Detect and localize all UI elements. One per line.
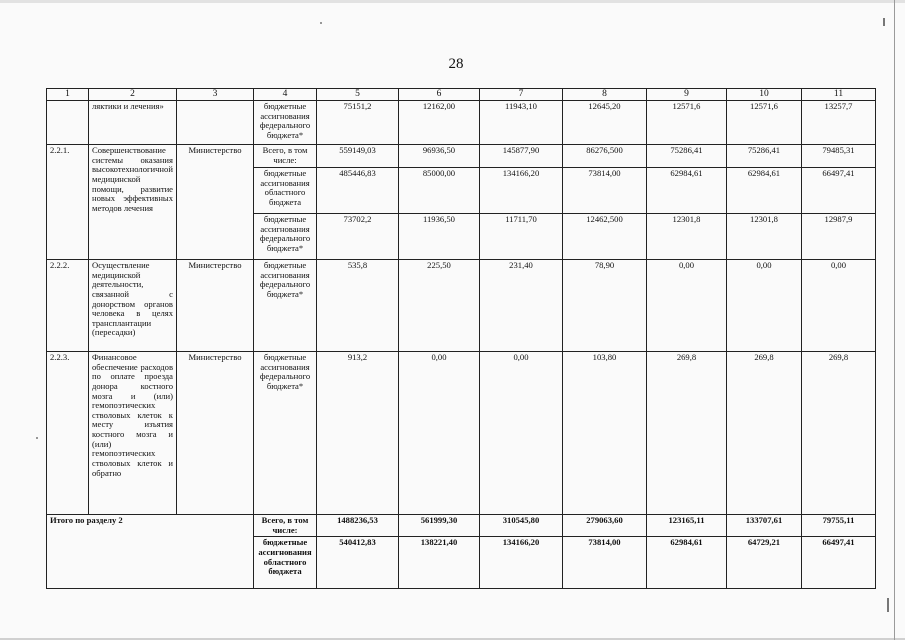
value-cell: 145877,90: [480, 145, 563, 168]
value-cell: 62984,61: [647, 537, 727, 589]
row-name: Осуществление медицинской деятельности, связанной с донорством органов человека в целях трансплантации (пересадки): [89, 260, 177, 352]
value-cell: 0,00: [727, 260, 802, 352]
funding-source: бюджетные ассигнования федерального бюджета*: [254, 214, 317, 260]
value-cell: 225,50: [399, 260, 480, 352]
value-cell: 103,80: [563, 352, 647, 515]
value-cell: 12162,00: [399, 101, 480, 145]
value-cell: 485446,83: [317, 168, 399, 214]
value-cell: 134166,20: [480, 537, 563, 589]
value-cell: 1488236,53: [317, 515, 399, 537]
total-label: Итого по разделу 2: [47, 515, 254, 589]
value-cell: 13257,7: [802, 101, 876, 145]
column-number: 8: [563, 89, 647, 101]
value-cell: 12571,6: [727, 101, 802, 145]
scan-edge-right: [894, 0, 895, 640]
column-number: 3: [177, 89, 254, 101]
column-number: 10: [727, 89, 802, 101]
page-number: 28: [448, 56, 464, 72]
value-cell: 73814,00: [563, 537, 647, 589]
value-cell: 64729,21: [727, 537, 802, 589]
value-cell: 75286,41: [727, 145, 802, 168]
column-number: 7: [480, 89, 563, 101]
value-cell: 0,00: [647, 260, 727, 352]
value-cell: 279063,60: [563, 515, 647, 537]
column-number: 4: [254, 89, 317, 101]
row-code: [47, 101, 89, 145]
value-cell: 11936,50: [399, 214, 480, 260]
value-cell: 73814,00: [563, 168, 647, 214]
scan-speck: [883, 18, 885, 26]
value-cell: 12462,500: [563, 214, 647, 260]
value-cell: 96936,50: [399, 145, 480, 168]
value-cell: 12645,20: [563, 101, 647, 145]
row-code: 2.2.1.: [47, 145, 89, 260]
value-cell: 540412,83: [317, 537, 399, 589]
value-cell: 12301,8: [727, 214, 802, 260]
value-cell: 86276,500: [563, 145, 647, 168]
total-row: [47, 515, 876, 537]
value-cell: 913,2: [317, 352, 399, 515]
value-cell: 11943,10: [480, 101, 563, 145]
value-cell: 269,8: [802, 352, 876, 515]
value-cell: 11711,70: [480, 214, 563, 260]
column-number: 6: [399, 89, 480, 101]
value-cell: 78,90: [563, 260, 647, 352]
value-cell: 62984,61: [647, 168, 727, 214]
row-code: 2.2.2.: [47, 260, 89, 352]
value-cell: 123165,11: [647, 515, 727, 537]
scan-speck: [887, 598, 889, 612]
value-cell: 66497,41: [802, 537, 876, 589]
column-number-row: [47, 89, 876, 101]
value-cell: 12571,6: [647, 101, 727, 145]
table-row: [47, 101, 876, 145]
column-number: 1: [47, 89, 89, 101]
table-row: [47, 145, 876, 168]
row-name: Финансовое обеспечение расходов по оплате проезда донора костного мозга и (или) гемопоэтических стволовых клеток к месту изъятия костного мозга и (или) гемопоэтических стволовых клеток и обратно: [89, 352, 177, 515]
value-cell: 559149,03: [317, 145, 399, 168]
value-cell: 75151,2: [317, 101, 399, 145]
funding-source: бюджетные ассигнования федерального бюджета*: [254, 352, 317, 515]
value-cell: 134166,20: [480, 168, 563, 214]
funding-source: бюджетные ассигнования областного бюджета: [254, 168, 317, 214]
column-number: 9: [647, 89, 727, 101]
row-executor: Министерство: [177, 145, 254, 260]
value-cell: 138221,40: [399, 537, 480, 589]
value-cell: 269,8: [647, 352, 727, 515]
budget-table: [46, 88, 876, 589]
row-name: ляктики и лечения»: [89, 101, 177, 145]
scan-speck: [320, 22, 322, 24]
funding-source: Всего, в том числе:: [254, 515, 317, 537]
row-executor: Министерство: [177, 352, 254, 515]
value-cell: 66497,41: [802, 168, 876, 214]
value-cell: 79755,11: [802, 515, 876, 537]
column-number: 11: [802, 89, 876, 101]
value-cell: 12987,9: [802, 214, 876, 260]
value-cell: 0,00: [399, 352, 480, 515]
value-cell: 75286,41: [647, 145, 727, 168]
value-cell: 0,00: [802, 260, 876, 352]
value-cell: 73702,2: [317, 214, 399, 260]
value-cell: 12301,8: [647, 214, 727, 260]
funding-source: бюджетные ассигнования областного бюджета: [254, 537, 317, 589]
row-code: 2.2.3.: [47, 352, 89, 515]
value-cell: 561999,30: [399, 515, 480, 537]
table-row: [47, 352, 876, 515]
value-cell: 0,00: [480, 352, 563, 515]
funding-source: бюджетные ассигнования федерального бюджета*: [254, 260, 317, 352]
funding-source: бюджетные ассигнования федерального бюджета*: [254, 101, 317, 145]
scan-speck: [36, 437, 38, 439]
value-cell: 79485,31: [802, 145, 876, 168]
value-cell: 231,40: [480, 260, 563, 352]
scan-edge-top: [0, 0, 905, 3]
value-cell: 310545,80: [480, 515, 563, 537]
row-executor: [177, 101, 254, 145]
row-executor: Министерство: [177, 260, 254, 352]
table-row: [47, 260, 876, 352]
row-name: Совершенствование системы оказания высокотехнологичной медицинской помощи, развитие новых эффективных методов лечения: [89, 145, 177, 260]
column-number: 2: [89, 89, 177, 101]
value-cell: 62984,61: [727, 168, 802, 214]
funding-source: Всего, в том числе:: [254, 145, 317, 168]
value-cell: 85000,00: [399, 168, 480, 214]
value-cell: 269,8: [727, 352, 802, 515]
value-cell: 133707,61: [727, 515, 802, 537]
value-cell: 535,8: [317, 260, 399, 352]
column-number: 5: [317, 89, 399, 101]
